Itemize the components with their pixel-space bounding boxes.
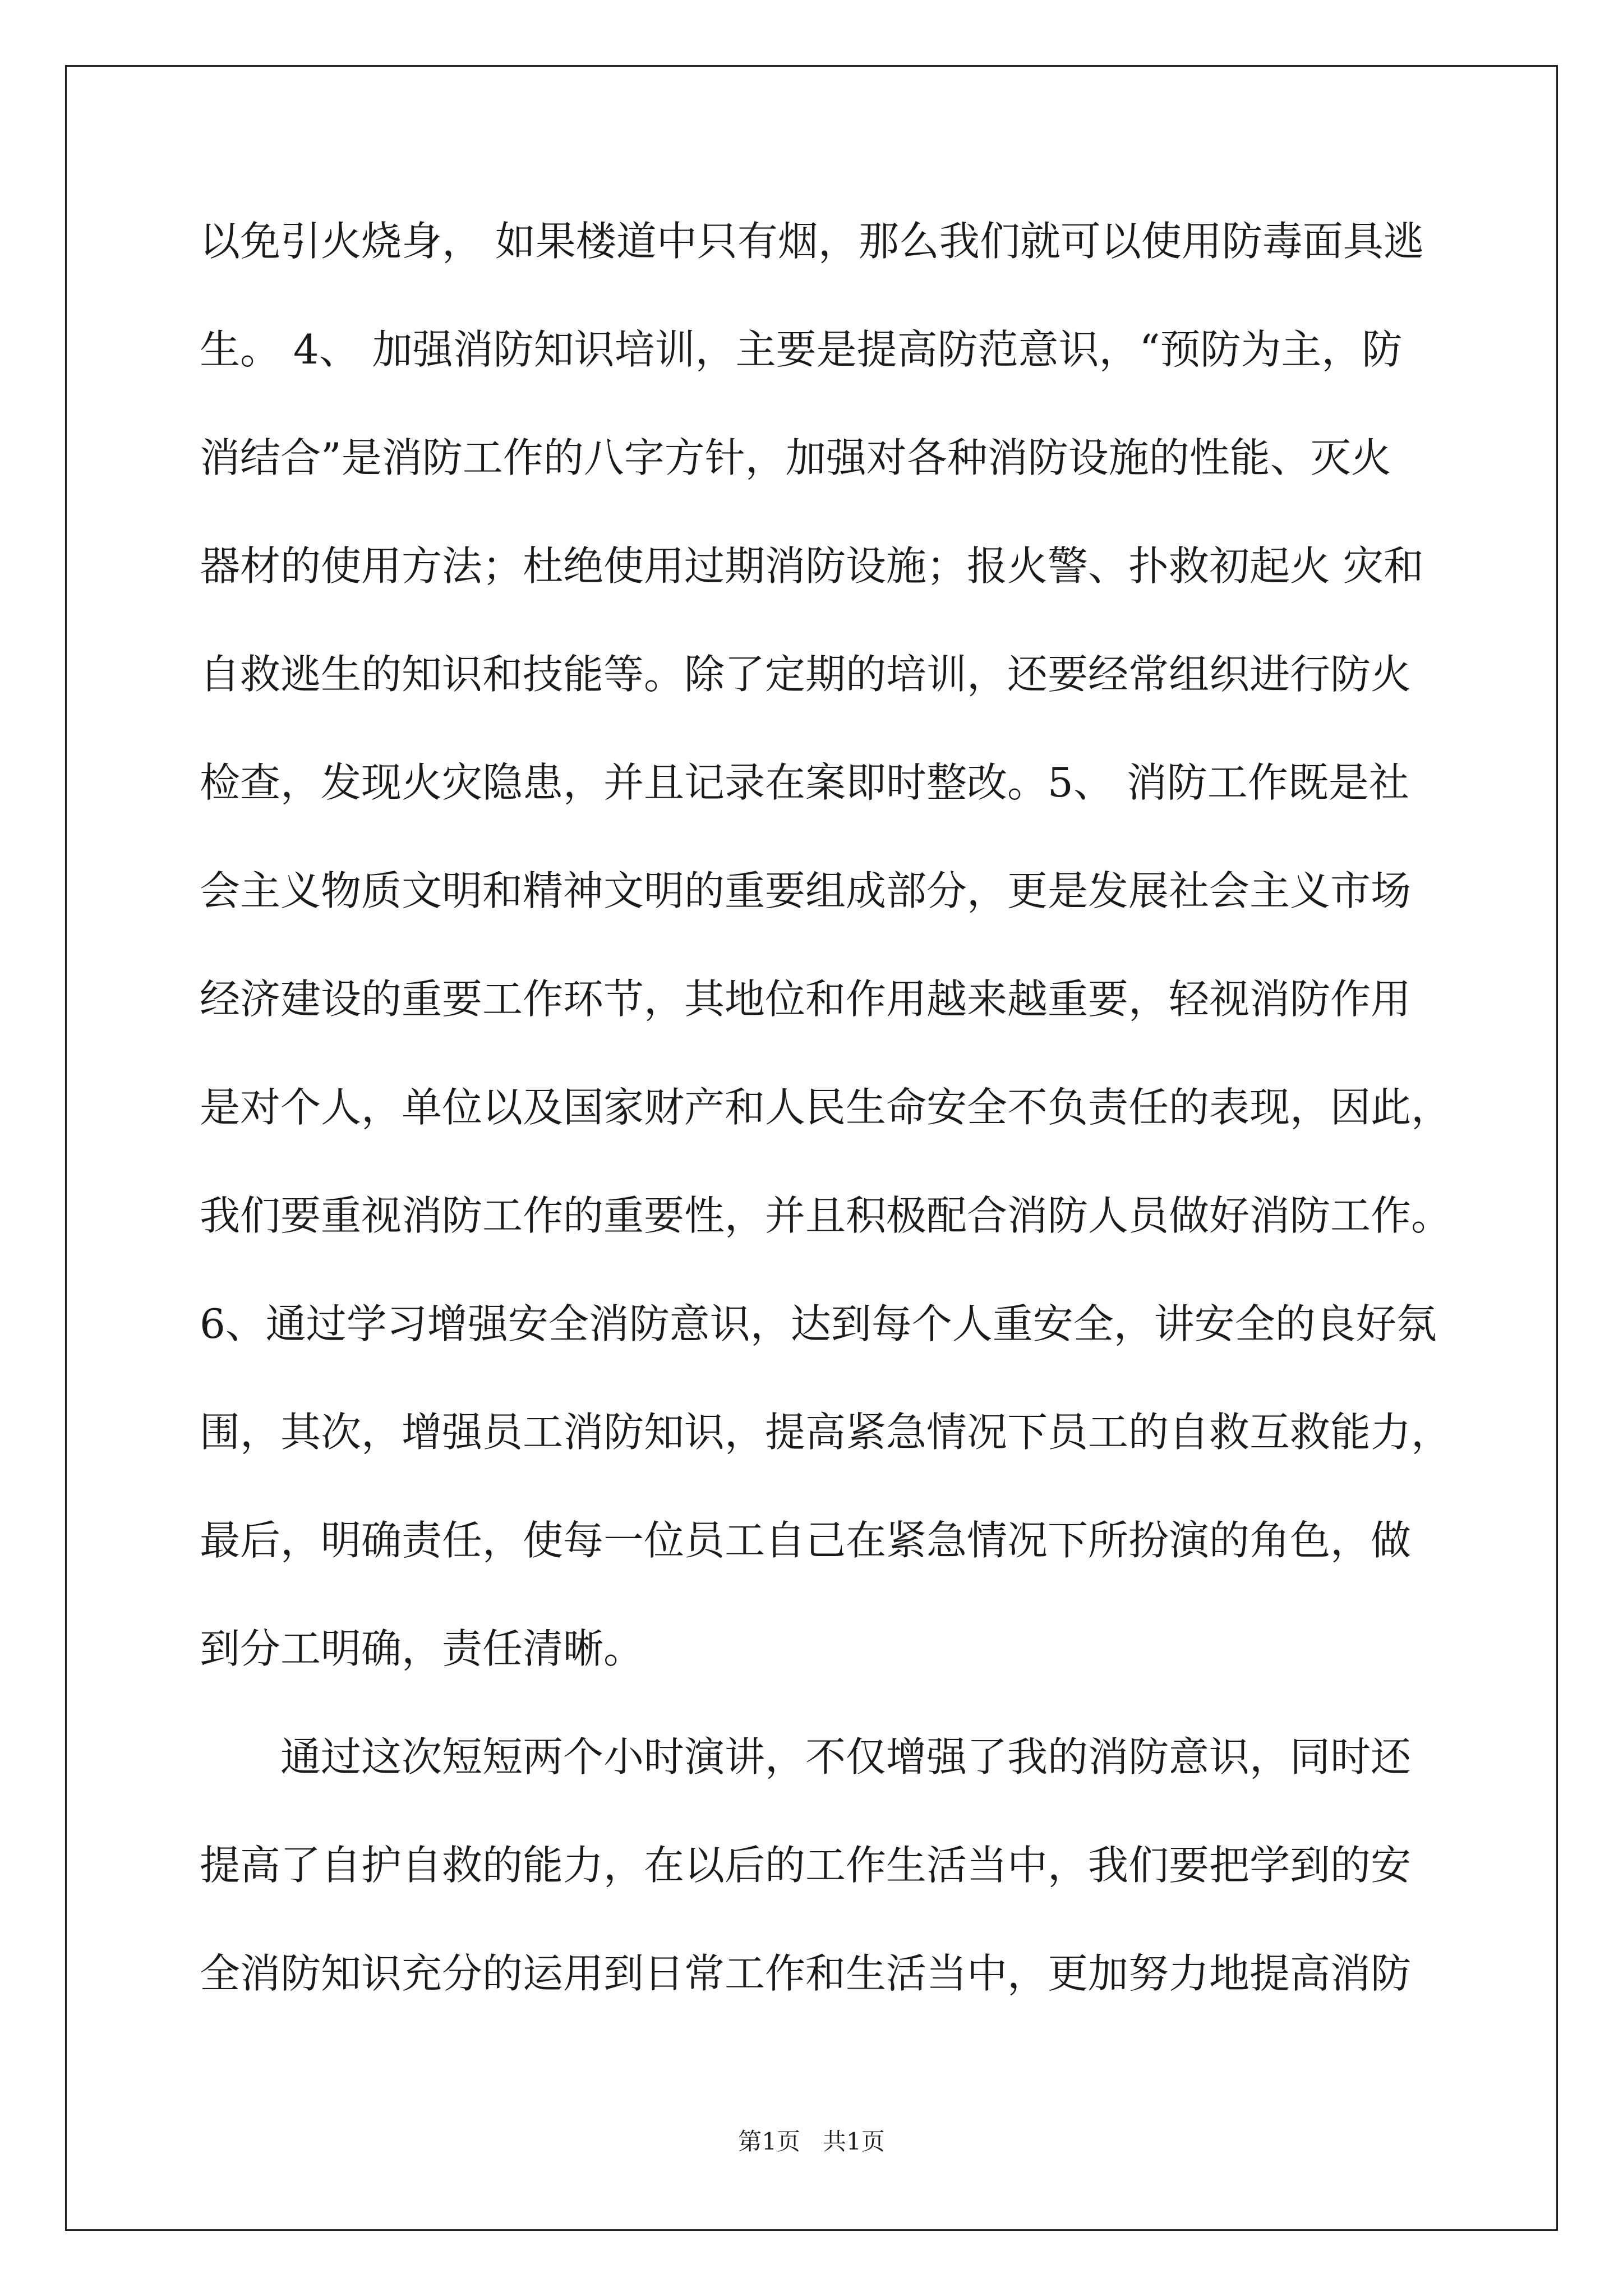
text-line: 到分工明确，责任清晰。 — [200, 1625, 644, 1672]
text-line: 经济建设的重要工作环节，其地位和作用越来越重要，轻视消防作用 — [200, 976, 1412, 1023]
text-line: 生。 4、 加强消防知识培训，主要是提高防范意识，“预防为主，防 — [200, 326, 1403, 373]
text-line: 提高了自护自救的能力，在以后的工作生活当中，我们要把学到的安 — [200, 1842, 1412, 1889]
text-line: 自救逃生的知识和技能等。除了定期的培训，还要经常组织进行防火 — [200, 651, 1412, 698]
paragraph-first-line: 通过这次短短两个小时演讲，不仅增强了我的消防意识，同时还 — [280, 1733, 1412, 1780]
text-line: 最后，明确责任，使每一位员工自己在紧急情况下所扮演的角色，做 — [200, 1517, 1412, 1564]
text-line: 6、通过学习增强安全消防意识，达到每个人重安全，讲安全的良好氛 — [200, 1300, 1437, 1347]
text-line: 器材的使用方法；杜绝使用过期消防设施；报火警、扑救初起火 灾和 — [200, 542, 1424, 590]
text-line: 消结合”是消防工作的八字方针，加强对各种消防设施的性能、灭火 — [200, 434, 1391, 481]
document-body — [200, 213, 1452, 2054]
text-line: 是对个人，单位以及国家财产和人民生命安全不负责任的表现，因此， — [200, 1084, 1452, 1131]
text-line: 我们要重视消防工作的重要性，并且积极配合消防人员做好消防工作。 — [200, 1192, 1452, 1239]
text-line: 围，其次，增强员工消防知识，提高紧急情况下员工的自救互救能力， — [200, 1409, 1452, 1456]
text-line: 检查，发现火灾隐患，并且记录在案即时整改。5、 消防工作既是社 — [200, 759, 1409, 806]
text-line: 全消防知识充分的运用到日常工作和生活当中，更加努力地提高消防 — [200, 1950, 1412, 1997]
page-number-footer: 第1页 共1页 — [738, 2128, 885, 2155]
text-line: 以免引火烧身， 如果楼道中只有烟，那么我们就可以使用防毒面具逃 — [200, 218, 1424, 265]
text-line: 会主义物质文明和精神文明的重要组成部分，更是发展社会主义市场 — [200, 867, 1412, 914]
